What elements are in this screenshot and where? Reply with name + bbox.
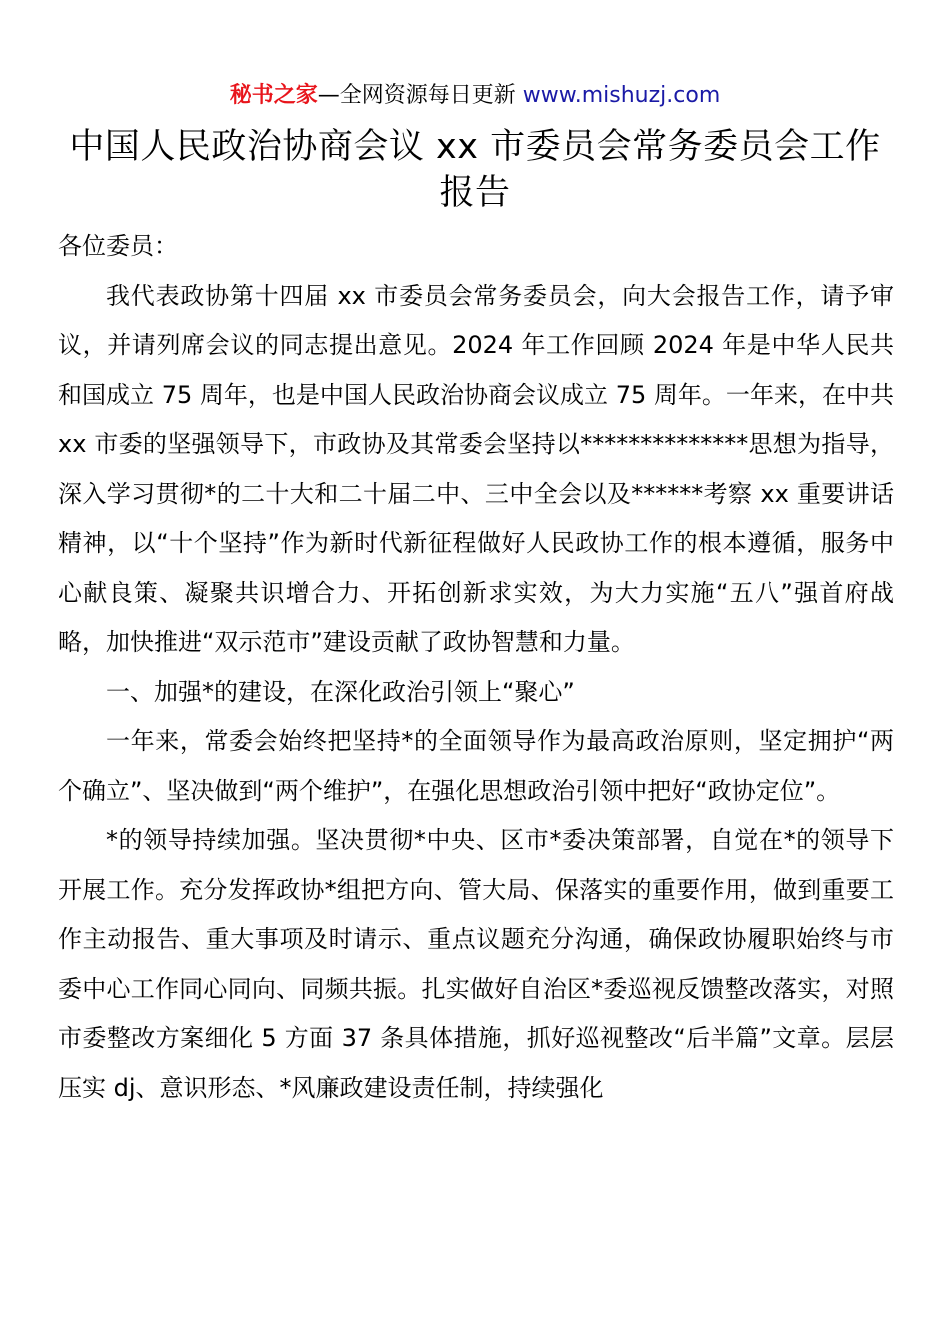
document-body xyxy=(58,222,894,1113)
paragraph-section-1-summary: 一年来，常委会始终把坚持*的全面领导作为最高政治原则，坚定拥护“两个确立”、坚决做到“两个维护”，在强化思想政治引领中把好“政协定位”。 xyxy=(58,727,894,805)
banner-tagline: —全网资源每日更新 xyxy=(317,83,523,108)
banner-url[interactable]: www.mishuzj.com xyxy=(522,83,721,108)
section-heading-1: 一、加强*的建设，在深化政治引领上“聚心” xyxy=(106,677,575,706)
banner-brand: 秘书之家 xyxy=(229,83,318,108)
paragraph-intro: 我代表政协第十四届 xx 市委员会常务委员会，向大会报告工作，请予审议，并请列席会议的同志提出意见。2024 年工作回顾 2024 年是中华人民共和国成立 75 周年，也是中国人民政治协商会议成立 75 周年。一年来，在中共 xx 市委的坚强领导下，市政协及其常委会坚持以**************思想为指导，深入学习贯彻*的二十大和二十届二中、三中全会以及******考察 xx 重要讲话精神，以“十个坚持”作为新时代新征程做好人民政协工作的根本遵循，服务中心献良策、凝聚共识增合力、开拓创新求实效，为大力实施“五八”强首府战略，加快推进“双示范市”建设贡献了政协智慧和力量。 xyxy=(58,281,894,656)
paragraph-leadership: *的领导持续加强。坚决贯彻*中央、区市*委决策部署，自觉在*的领导下开展工作。充分发挥政协*组把方向、管大局、保落实的重要作用，做到重要工作主动报告、重大事项及时请示、重点议题充分沟通，确保政协履职始终与市委中心工作同心同向、同频共振。扎实做好自治区*委巡视反馈整改落实，对照市委整改方案细化 5 方面 37 条具体措施，抓好巡视整改“后半篇”文章。层层压实 dj、意识形态、*风廉政建设责任制，持续强化 xyxy=(58,826,894,1102)
document-title: 中国人民政治协商会议 xx 市委员会常务委员会工作报告 xyxy=(69,127,881,213)
salutation: 各位委员： xyxy=(58,232,178,260)
watermark-banner xyxy=(0,80,950,112)
